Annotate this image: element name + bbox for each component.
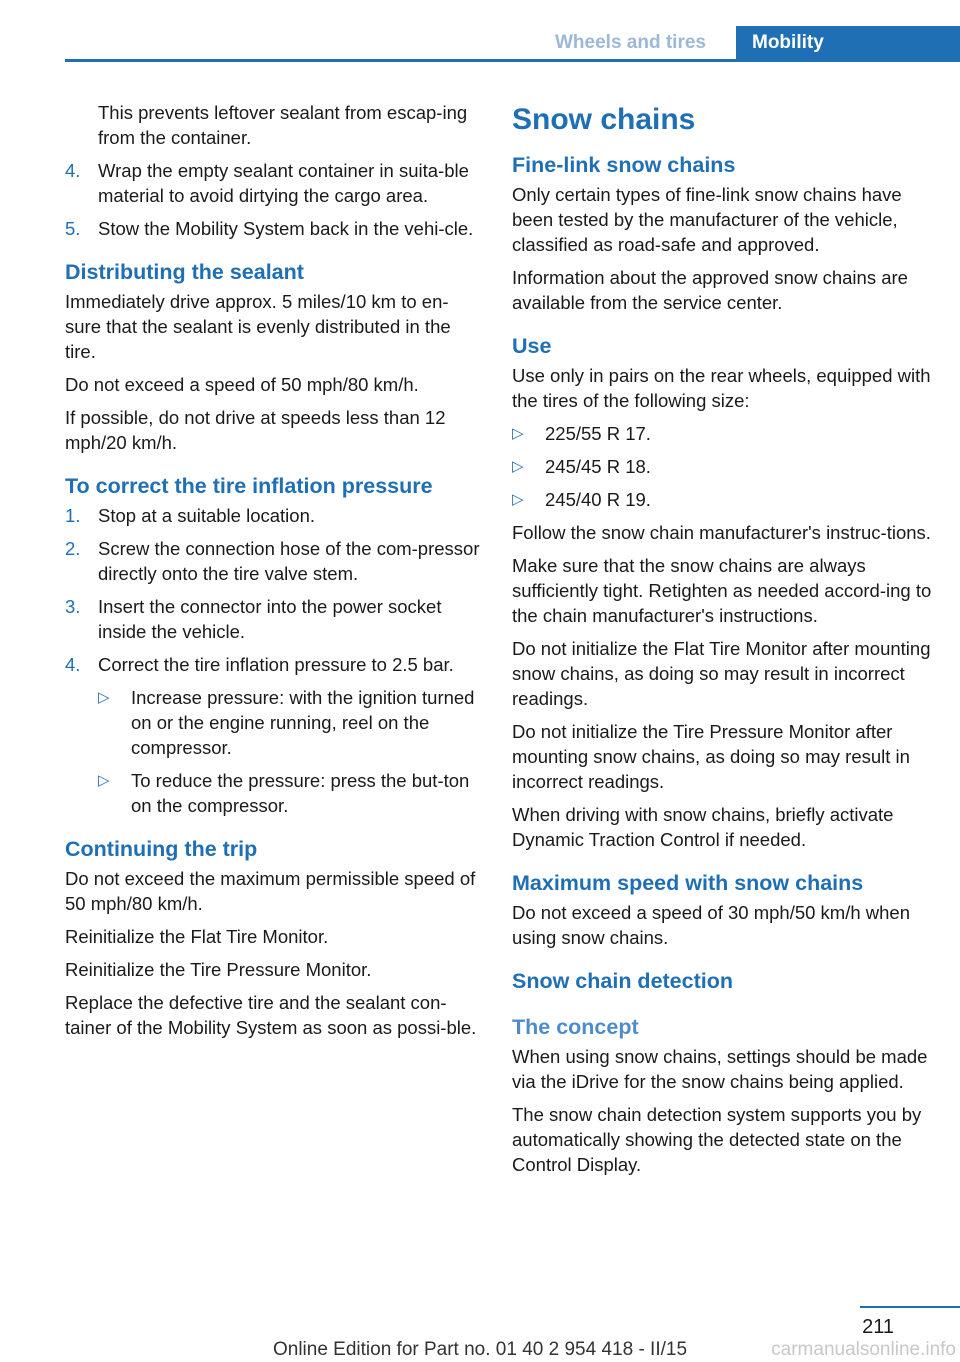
fine-link-heading: Fine-link snow chains [512,153,736,177]
step-item [65,216,483,241]
step-number: 4. [65,160,81,181]
tire-size-item [512,421,932,446]
left-column [65,100,483,1048]
tire-size-text: 225/55 R 17. [545,423,651,444]
page-number: 211 [862,1316,894,1338]
paragraph: When driving with snow chains, briefly activate Dynamic Traction Control if needed. [512,804,894,850]
footer-divider [860,1306,960,1308]
max-speed-heading: Maximum speed with snow chains [512,871,864,895]
paragraph: When using snow chains, settings should be made via the iDrive for the snow chains being applied. [512,1046,928,1092]
paragraph: Reinitialize the Flat Tire Monitor. [65,926,329,947]
paragraph: Do not exceed a speed of 50 mph/80 km/h. [65,374,419,395]
paragraph: Do not initialize the Flat Tire Monitor after mounting snow chains, as doing so may result in incorrect readings. [512,638,931,709]
step-text: Screw the connection hose of the com-pressor directly onto the tire valve stem. [98,538,480,584]
right-column [512,100,932,1185]
tire-size-item [512,487,932,512]
paragraph: Make sure that the snow chains are always sufficiently tight. Retighten as needed accord-ing to the chain manufacturer's instructions. [512,555,932,626]
paragraph: Do not initialize the Tire Pressure Monitor after mounting snow chains, as doing so may result in incorrect readings. [512,721,910,792]
chapter-tab: Mobility [736,26,960,62]
paragraph: Follow the snow chain manufacturer's instruc-tions. [512,522,931,543]
correct-pressure-heading: To correct the tire inflation pressure [65,474,433,498]
bullet-text: To reduce the pressure: press the but-ton on the compressor. [131,770,470,816]
step-item [65,652,483,677]
edition-footer: Online Edition for Part no. 01 40 2 954 418 - II/15 [272,1339,688,1360]
step-item [65,503,483,528]
step-item [65,536,483,586]
step-item [65,158,483,208]
paragraph: Do not exceed a speed of 30 mph/50 km/h when using snow chains. [512,902,911,948]
bullet-item [98,685,483,760]
paragraph: The snow chain detection system supports you by automatically showing the detected state on the Control Display. [512,1104,922,1175]
paragraph: Immediately drive approx. 5 miles/10 km to en-sure that the sealant is evenly distributed in the tire. [65,291,451,362]
step-text: Correct the tire inflation pressure to 2.5 bar. [98,654,454,675]
paragraph: Use only in pairs on the rear wheels, equipped with the tires of the following size: [512,365,931,411]
snow-chain-detection-heading: Snow chain detection [512,969,733,993]
step-text: Stow the Mobility System back in the vehi-cle. [98,218,474,239]
tire-size-item [512,454,932,479]
tire-size-text: 245/45 R 18. [545,456,651,477]
paragraph: If possible, do not drive at speeds less than 12 mph/20 km/h. [65,407,446,453]
triangle-right-outline-icon: ▷ [98,689,110,706]
step-text: Insert the connector into the power socket inside the vehicle. [98,596,442,642]
header-divider [65,59,960,62]
step-number: 4. [65,654,81,675]
step-item [65,594,483,644]
page-header [0,0,960,62]
use-heading: Use [512,334,552,358]
step-number: 3. [65,596,81,617]
section-tab: Wheels and tires [555,32,706,53]
triangle-right-outline-icon: ▷ [98,772,110,789]
paragraph: Information about the approved snow chains are available from the service center. [512,267,908,313]
concept-heading: The concept [512,1015,639,1039]
triangle-right-outline-icon: ▷ [512,458,524,475]
paragraph: Reinitialize the Tire Pressure Monitor. [65,959,372,980]
step-number: 2. [65,538,81,559]
paragraph: Do not exceed the maximum permissible speed of 50 mph/80 km/h. [65,868,476,914]
distributing-sealant-heading: Distributing the sealant [65,260,304,284]
step-text: Wrap the empty sealant container in suita-ble material to avoid dirtying the cargo area. [98,160,469,206]
watermark: carmanualsonline.info [771,1339,956,1360]
paragraph: Replace the defective tire and the sealant con-tainer of the Mobility System as soon as possi-ble. [65,992,477,1038]
step-number: 5. [65,218,81,239]
tire-size-text: 245/40 R 19. [545,489,651,510]
step-text: Stop at a suitable location. [98,505,316,526]
continuing-trip-heading: Continuing the trip [65,837,258,861]
step-number: 1. [65,505,81,526]
bullet-item [98,768,483,818]
paragraph: Only certain types of fine-link snow chains have been tested by the manufacturer of the vehicle, classified as road-safe and approved. [512,184,902,255]
snow-chains-heading: Snow chains [512,103,696,136]
continued-step-text: This prevents leftover sealant from escap-ing from the container. [98,102,468,148]
triangle-right-outline-icon: ▷ [512,491,524,508]
bullet-text: Increase pressure: with the ignition turned on or the engine running, reel on the compressor. [131,687,475,758]
triangle-right-outline-icon: ▷ [512,425,524,442]
